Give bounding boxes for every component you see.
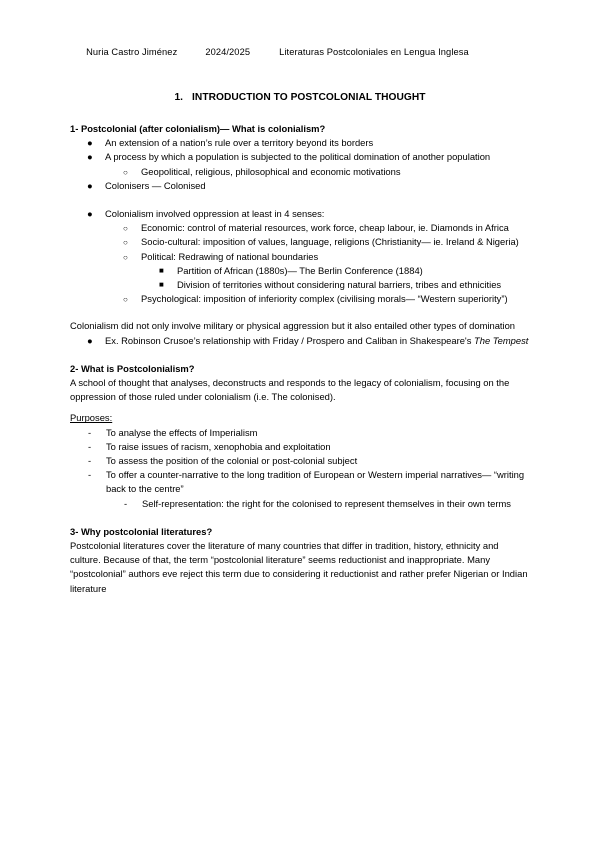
list-item [70, 221, 530, 235]
list-item-label: An extension of a nation’s rule over a territory beyond its borders [105, 137, 374, 149]
list-item [70, 334, 530, 348]
list-item [70, 165, 530, 179]
list-item [70, 150, 530, 164]
list-item [70, 235, 530, 249]
section-1-political-subitems [70, 264, 530, 292]
disc-bullet-icon: ● [87, 208, 93, 220]
list-item [70, 440, 530, 454]
spacer [70, 404, 530, 411]
list-item [70, 454, 530, 468]
header-year: 2024/2025 [205, 47, 251, 57]
list-item [70, 179, 530, 193]
list-item-label: Self-representation: the right for the colonised to represent themselves in their own terms [142, 497, 511, 509]
list-item-label: Partition of African (1880s)— The Berlin Conference (1884) [177, 264, 423, 276]
section-1-oppression-senses [70, 221, 530, 264]
spacer [70, 511, 530, 525]
section-1-oppression-senses-cont [70, 292, 530, 306]
section-2-heading: 2- What is Postcolonialism? [70, 362, 195, 374]
page-title-number: 1. [174, 92, 184, 103]
dash-bullet-icon: - [124, 497, 128, 509]
list-item [70, 250, 530, 264]
list-item-label: Political: Redrawing of national boundaries [141, 250, 319, 262]
list-item [70, 207, 530, 221]
page-title [70, 91, 530, 105]
list-item [70, 136, 530, 150]
section-1-heading: 1- Postcolonial (after colonialism)— What is colonialism? [70, 123, 326, 134]
circle-bullet-icon: ○ [123, 252, 128, 262]
section-1-bullets-cont [70, 179, 530, 193]
section-1-example-bullet [70, 334, 530, 348]
example-text: Ex. Robinson Crusoe’s relationship with Friday / Prospero and Caliban in Shakespeare's [105, 334, 474, 346]
list-item-label: Geopolitical, religious, philosophical and economic motivations [141, 165, 401, 177]
list-item-label: Economic: control of material resources, work force, cheap labour, ie. Diamonds in Africa [141, 222, 509, 234]
dash-bullet-icon: - [88, 455, 92, 467]
purposes-list [70, 426, 530, 497]
header-course: Literaturas Postcoloniales en Lengua Inglesa [279, 47, 469, 57]
disc-bullet-icon: ● [87, 179, 93, 191]
list-item-label: To offer a counter-narrative to the long tradition of European or Western imperial narratives— “writing back to the centre” [106, 469, 525, 495]
disc-bullet-icon: ● [87, 151, 93, 163]
list-item-label: Division of territories without considering natural barriers, tribes and ethnicities [177, 279, 502, 291]
list-item-label: To analyse the effects of Imperialism [106, 426, 258, 438]
list-item-label: A process by which a population is subjected to the political domination of another population [105, 151, 491, 163]
section-1-bullets [70, 136, 530, 164]
section-2-body: A school of thought that analyses, deconstructs and responds to the legacy of colonialism, focusing on the oppression of those ruled under colonialism (i.e. The colonised). [70, 377, 510, 403]
spacer [70, 348, 530, 362]
header-author: Nuria Castro Jiménez [86, 47, 178, 57]
list-item [70, 292, 530, 306]
dash-bullet-icon: - [88, 440, 92, 452]
section-1-closing-paragraph: Colonialism did not only involve military or physical aggression but it also entailed other types of domination [70, 320, 516, 332]
circle-bullet-icon: ○ [123, 224, 128, 234]
circle-bullet-icon: ○ [123, 295, 128, 305]
list-item-label: To assess the position of the colonial or post-colonial subject [106, 455, 358, 467]
section-1-sub-bullets-a [70, 165, 530, 179]
list-item-label: Psychological: imposition of inferiority complex (civilising morals— “Western superiority”) [141, 293, 508, 305]
spacer [70, 193, 530, 207]
disc-bullet-icon: ● [87, 334, 93, 346]
square-bullet-icon: ■ [159, 280, 164, 290]
list-item [70, 468, 530, 496]
purposes-sublist [70, 497, 530, 511]
example-title-italic: The Tempest [474, 334, 529, 346]
list-item-label: Colonialism involved oppression at least in 4 senses: [105, 208, 325, 220]
list-item [70, 497, 530, 511]
purposes-label: Purposes: [70, 412, 113, 424]
section-3-body: Postcolonial literatures cover the literature of many countries that differ in tradition, history, ethnicity and culture. Because of that, the term “postcolonial literature” seems reductionist and inappropriate. Many “postcolonial” authors eve reject this term due to considering it reductionist and rather prefer Nigerian or Indian literature [70, 540, 528, 594]
square-bullet-icon: ■ [159, 265, 164, 275]
document-content [70, 33, 530, 596]
list-item-label: Socio-cultural: imposition of values, language, religions (Christianity— ie. Ireland & Nigeria) [141, 236, 519, 248]
disc-bullet-icon: ● [87, 137, 93, 149]
dash-bullet-icon: - [88, 469, 92, 481]
document-header [70, 33, 530, 72]
spacer [70, 306, 530, 319]
list-item-label: Colonisers — Colonised [105, 179, 206, 191]
circle-bullet-icon: ○ [123, 238, 128, 248]
dash-bullet-icon: - [88, 426, 92, 438]
page-title-text: INTRODUCTION TO POSTCOLONIAL THOUGHT [192, 92, 426, 103]
list-item-label: To raise issues of racism, xenophobia and exploitation [106, 440, 331, 452]
section-1-oppression-bullet [70, 207, 530, 221]
circle-bullet-icon: ○ [123, 167, 128, 177]
list-item [70, 264, 530, 278]
list-item [70, 278, 530, 292]
list-item [70, 426, 530, 440]
list-item-label [105, 334, 530, 348]
section-3-heading: 3- Why postcolonial literatures? [70, 525, 213, 537]
